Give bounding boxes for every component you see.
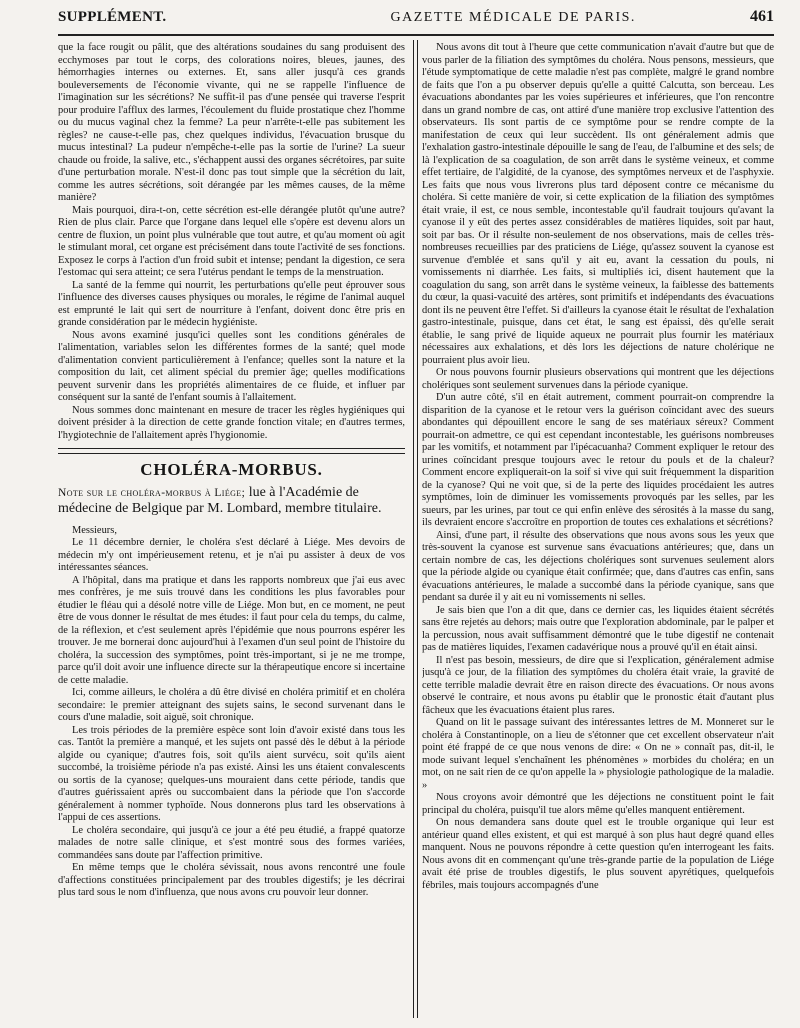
article-paragraph: Nous sommes donc maintenant en mesure de tracer les règles hygiéniques qui doivent présider à la direction de cette grande fonction vitale; en d'autres termes, l'hygiotechnie de l'allaitement après l'hygionomie. — [58, 404, 405, 441]
article-paragraph: Ainsi, d'une part, il résulte des observations que nous avons sous les yeux que très-souvent la cyanose est survenue sans évacuations antérieures; que, dans un certain nombre de cas, les déjections cholériques sont survenues seulement alors que la période algide ou cyanique était confirmée; que, dans d'autres cas enfin, sans évacuations antérieures, le malade a succombé dans la période cyanique, sans que pendant sa durée il y ait eu ni vomissements ni selles. — [422, 529, 774, 603]
page-number: 461 — [749, 8, 774, 25]
salutation: Messieurs, — [72, 524, 117, 536]
article-paragraph: Les trois périodes de la première espèce sont loin d'avoir existé dans tous les cas. Tantôt la première a manqué, et les sujets ont passé dès le début à la période algide ou cyanique; d'autres fois, soit qu'ils aient survécu, soit qu'ils aient succombé, la troisième période n'a pas existé. Ainsi les uns étaient convalescents ou sortis de la cyanose; quelques-uns mouraient dans cette période, tandis que d'autres guérissaient après ou succombaient dans la période que l'on s'accorde généralement à nommer typhoïde. Nous donnerons plus tard les observations à l'appui de ces assertions. — [58, 724, 405, 823]
section-divider — [58, 448, 405, 454]
article-paragraph: que la face rougit ou pâlit, que des altérations soudaines du sang produisent des ecchymoses par tout le corps, des colorations noires, bleues, jaunes, des hémorrhagies internes ou externes. Et, sans aller jusqu'à ces grands bouleversements de l'économie vivante, qui ne se rappelle l'influence de l'imagination sur les sécrétions? Ne suffit-il pas d'une pensée qui traverse l'esprit pour produire l'afflux des larmes, l'écoulement du fluide prostatique chez l'homme ou du mucus vaginal chez la femme? La peur n'arrête-t-elle pas subitement les règles? ne cause-t-elle pas, chez quelques individus, l'évacuation brusque du mucus intestinal? La pudeur n'empêche-t-elle pas la sortie de l'urine? La sueur chaude ou froide, la salive, etc., s'échappent aussi des organes sécrétoires, par suite d'une perturbation morale. N'est-il donc pas tout simple que la sécrétion du lait, comme les autres sécrétions, soit dérangée par les mêmes causes, de la même manière? — [58, 42, 405, 203]
article-paragraph: Ici, comme ailleurs, le choléra a dû être divisé en choléra primitif et en choléra secondaire: le premier atteignant des sujets sains, le second survenant dans le cours d'une maladie, soit aiguë, soit chronique. — [58, 687, 405, 723]
journal-title: GAZETTE MÉDICALE DE PARIS. — [390, 10, 636, 25]
article-paragraph: Nous avons examiné jusqu'ici quelles sont les conditions générales de l'alimentation, variables selon les différentes formes de la santé; quel mode d'alimentation convient particulièrement à l'enfance; quelles sont la nature et la composition du lait, cet aliment spécial du premier âge; quelles modifications peuvent survenir dans les propriétés alimentaires de ce fluide, et influer par conséquent sur la santé de l'enfant soumis à l'allaitement. — [58, 329, 405, 403]
article-paragraph: A l'hôpital, dans ma pratique et dans les rapports nombreux que j'ai eus avec mes confrères, je me suis trouvé dans les conditions les plus favorables pour étudier le fléau qui a désolé notre ville de Liége. Mon but, en ce moment, ne peut être de vous donner le résultat de mes études: il faut pour cela du temps, du calme, de la réflexion, et c'est seulement après l'épidémie que nous pourrons espérer les trouver. Je me bornerai donc aujourd'hui à l'examen d'un seul point de l'histoire du choléra, la succession des symptômes, point très-important, si je ne me trompe, parce qu'il doit avoir une influence directe sur la thérapeutique encore si incertaine de cette maladie. — [58, 574, 405, 686]
article-paragraph: Le 11 décembre dernier, le choléra s'est déclaré à Liége. Mes devoirs de médecin m'y ont impérieusement retenu, et je n'ai pu assister à deux de vos intéressantes séances. — [58, 537, 405, 573]
article-paragraph: La santé de la femme qui nourrit, les perturbations qu'elle peut éprouver sous l'influence des diverses causes physiques ou morales, le régime de l'animal auquel est emprunté le lait qui sert de nourriture à l'enfant, doivent donc être pris en grande considération par le médecin hygiéniste. — [58, 279, 405, 328]
article-paragraph: Quand on lit le passage suivant des intéressantes lettres de M. Monneret sur le choléra à Constantinople, on a lieu de s'étonner que cet excellent observateur n'ait point été frappé de ce que nous venons de dire: « On ne » connaît pas, dit-il, le mode suivant lequel s'enchaînent les phénomènes » morbides du choléra; en un mot, on ne sait rien de ce qu'on appelle la » physiologie pathologique de la maladie. » — [422, 717, 774, 791]
article-paragraph: On nous demandera sans doute quel est le trouble organique qui leur est antérieur quand elles existent, et qui est marqué à son plus haut degré quand elles manquent. Nous ne pouvons répondre à cette question qu'en interrogeant les faits. Nous avons dit en commençant qu'une très-grande partie de la population de Liége avait été prise de troubles digestifs, le plus souvent apyrétiques, quelquefois fébriles, mais toujours accompagnés d'une — [422, 817, 774, 891]
page-header — [58, 8, 774, 36]
note-heading — [58, 485, 405, 517]
right-column — [422, 42, 774, 1020]
article-paragraph: Nous croyons avoir démontré que les déjections ne constituent point le fait principal du choléra, puisqu'il tue alors même qu'elles manquent entièrement. — [422, 792, 774, 816]
column-divider — [413, 40, 418, 1018]
left-column — [58, 42, 405, 1020]
note-heading-smallcaps: Note sur le choléra-morbus à Liége; — [58, 486, 246, 499]
article-paragraph: Mais pourquoi, dira-t-on, cette sécrétion est-elle dérangée plutôt qu'une autre? Rien de plus clair. Parce que l'organe dans lequel elle s'opère est devenu alors un centre de fluxion, un point plus vulnérable que tout autre, et qu'au moment où agit le stimulant moral, cet organe est précisément dans toute l'activité de ses fonctions. Exposez le corps à l'action d'un froid subit et intense; pendant la digestion, ce sera l'estomac qui sera atteint; ce sera l'utérus pendant le temps de la menstruation. — [58, 204, 405, 278]
article-paragraph: Le choléra secondaire, qui jusqu'à ce jour a été peu étudié, a frappé quatorze malades de notre salle clinique, et s'est montré sous des formes variées, commandées sans doute par l'affection primitive. — [58, 824, 405, 861]
section-title: CHOLÉRA-MORBUS. — [140, 460, 323, 479]
note-heading-rest: lue à l'Académie de médecine de Belgique par M. Lombard, membre titulaire. — [58, 484, 382, 516]
article-paragraph: Il n'est pas besoin, messieurs, de dire que si l'explication, généralement admise jusqu'à ce jour, de la filiation des symptômes du choléra était vraie, la gravité de cette terrible maladie devrait être en raison directe des évacuations. Or nous avons observé le contraire, et nous avons pu établir que le pronostic était d'autant plus fâcheux que les évacuations étaient plus rares. — [422, 654, 774, 716]
article-paragraph: D'un autre côté, s'il en était autrement, comment pourrait-on comprendre la disparition de la cyanose et le retour vers la guérison coïncidant avec des sueurs abondantes qui dépouillent encore le sang de ses matériaux séreux? Comment pourrait-on admettre, ce qui est cependant incontestable, les guérisons nombreuses par les vomitifs, et notamment par l'ipécacuanha? Comment expliquer le retour des urines coïncidant presque toujours avec le retour du pouls et de la chaleur? Comment encore expliquerait-on la soif si vive qui suit fréquemment la disparition de la cyanose? Qui ne voit que, si de la perte des liquides procédaient les autres symptômes, loin de diminuer les vomissements provoqués par les selles, par les sueurs, par les urines, par tout ce qui enfin enlève des sérosités à la masse du sang, ils devraient encore s'accroître en proportion de toutes ces exhalations et sécrétions? — [422, 392, 774, 528]
article-paragraph: Nous avons dit tout à l'heure que cette communication n'avait d'autre but que de vous parler de la filiation des symptômes du choléra. Nous pensons, messieurs, que l'étude symptomatique de cette maladie n'est pas complète, malgré le grand nombre de faits que l'on a pu observer depuis qu'elle a quitté Calcutta, son berceau. Les évacuations abondantes par les voies supérieures et inférieures, que l'on rencontre dans un grand nombre de cas, ont attiré d'une manière trop exclusive l'attention des observateurs. Ils sont partis de ce symptôme pour se rendre compte de la manifestation de ceux qui leur succèdent. Ils ont généralement admis que l'exhalation gastro-intestinale dépouille le sang de l'eau, de l'albumine et des sels; de là l'explication de sa coagulation, de son arrêt dans le système veineux, et comme effet tertiaire, de l'algidité, de la cyanose, des symptômes nerveux et de l'asphyxie. Les faits que nous vous livrerons plus tard déposent contre ce mécanisme du choléra. Si cette manière de voir, si cette explication de la filiation des symptômes était vraie, il est, ce nous semble, incontestable qu'il faudrait toujours qu'avant la cyanose il y eût des pertes assez considérables de matières liquides, soit par haut, soit par bas. Or il résulte non-seulement de nos observations, mais de celles très-nombreuses recueillies par des praticiens de Liége, qu'assez souvent la cyanose est survenue d'emblée et sans qu'il y ait eu, avant la cessation du pouls, ni vomissements ni diarrhée. Les faits, si multipliés ici, disent hautement que la coagulation du sang, son arrêt dans le système veineux, la faiblesse des battements du cœur, la quasi-vacuité des artères, sont primitifs et indépendants des évacuations dont ils ne peuvent être l'effet. Si d'ailleurs la cyanose était le résultat de l'exhalation gastro-intestinale, puisque, dans cet état, le sang est épaissi, dès qu'elle serait établie, le sang privé de liquide aqueux ne pourrait plus fournir les matériaux nécessaires aux exhalations, et dès lors les déjections de nature cholérique ne pourraient plus avoir lieu. — [422, 42, 774, 366]
supplement-label: SUPPLÉMENT. — [58, 9, 167, 25]
article-paragraph: Je sais bien que l'on a dit que, dans ce dernier cas, les liquides étaient sécrétés sans être rejetés au dehors; mais outre que l'exploration abdominale, par le palper et la percussion, nous avait suffisamment démontré que le tube digestif ne contenait pas de matières liquides, l'examen cadavérique nous a prouvé qu'il en était ainsi. — [422, 604, 774, 653]
article-paragraph: Or nous pouvons fournir plusieurs observations qui montrent que les déjections cholériques sont seulement survenues dans la période cyanique. — [422, 367, 774, 391]
article-paragraph: En même temps que le choléra sévissait, nous avons rencontré une foule d'affections constituées principalement par des troubles digestifs; je les décrirai plus tard sous le nom d'influenza, que nous avons cru pouvoir leur donner. — [58, 862, 405, 898]
